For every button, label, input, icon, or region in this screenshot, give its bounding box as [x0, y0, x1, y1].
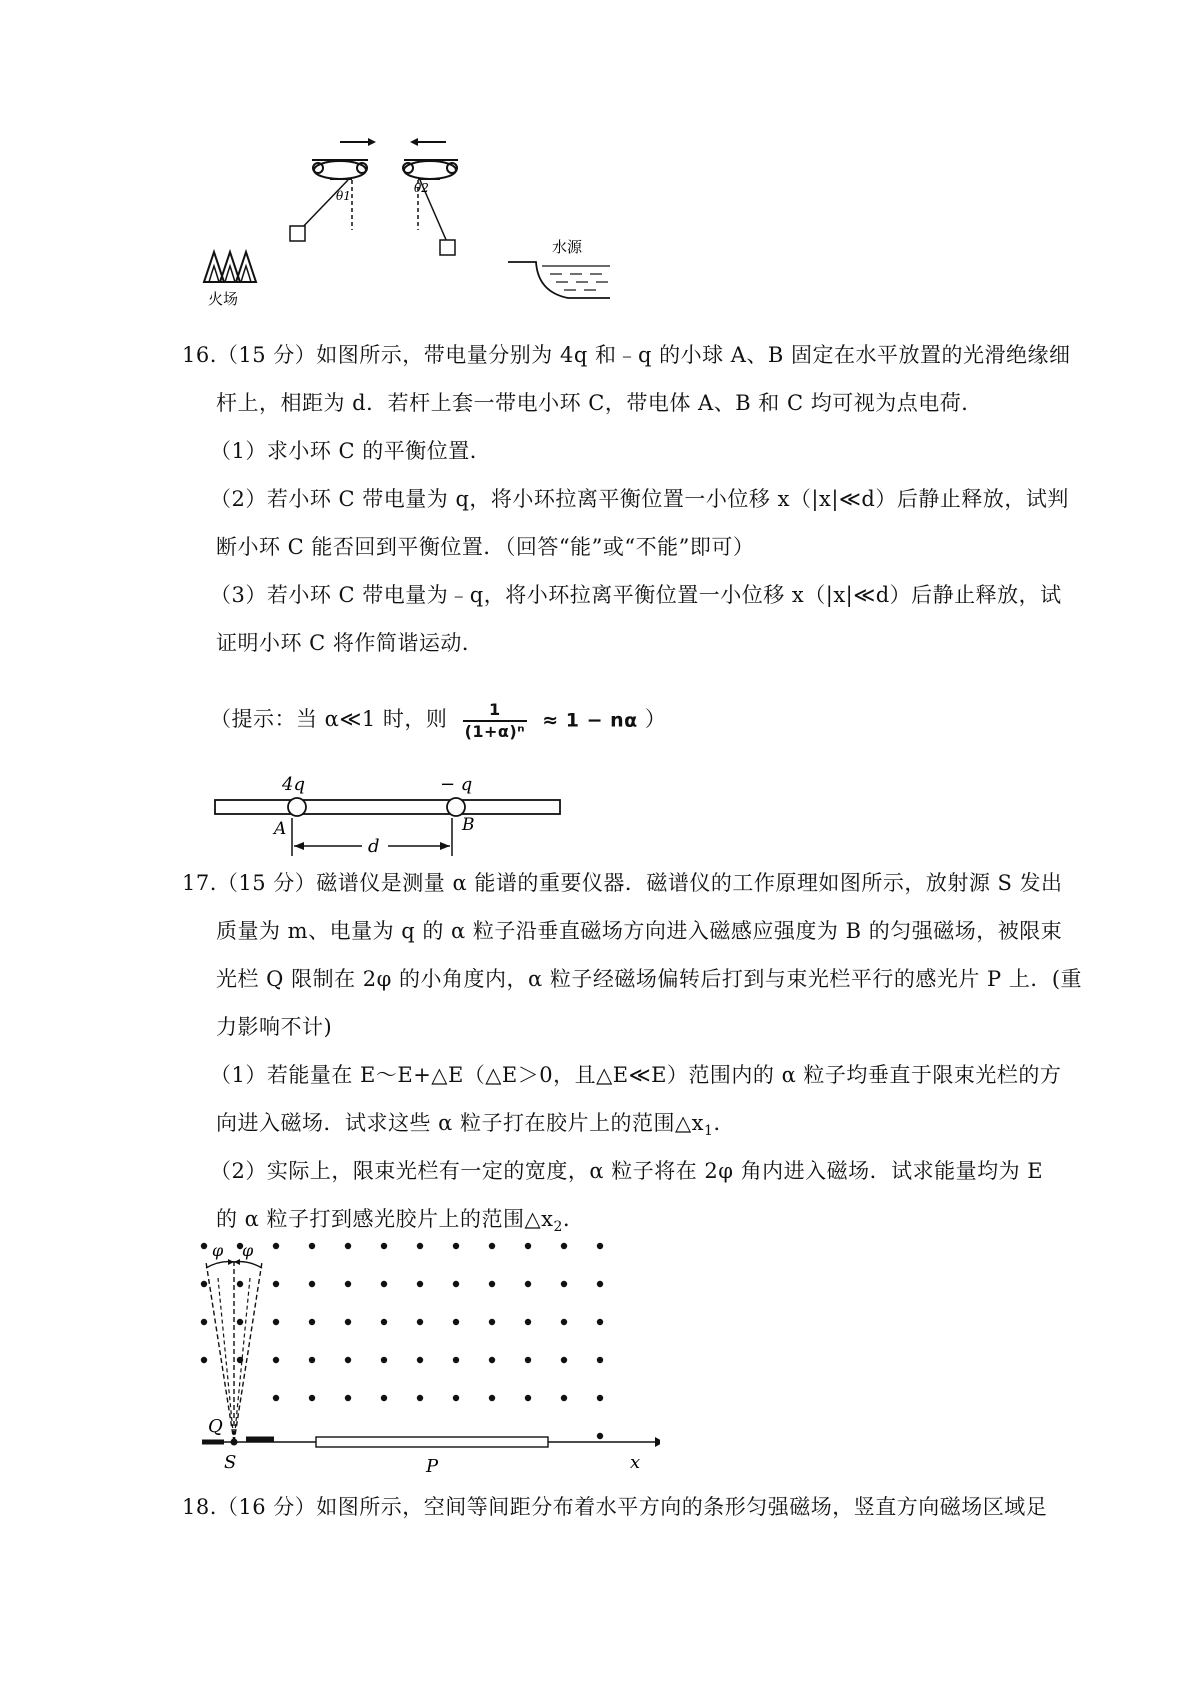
q16-part1: （1）求小环 C 的平衡位置． [210, 439, 492, 463]
field-dot [561, 1319, 567, 1325]
q17-part1-text: 向进入磁场．试求这些 α 粒子打在胶片上的范围△x [216, 1111, 705, 1135]
q17-part2-end: ． [562, 1207, 585, 1231]
magnetic-field-dots [201, 1243, 603, 1439]
x-axis-label: x [630, 1452, 641, 1473]
q16-part2-line-1: （2）若小环 C 带电量为 q，将小环拉离平衡位置一小位移 x（|x|≪d）后静止释放，试判 [210, 487, 1069, 511]
field-dot [597, 1319, 603, 1325]
field-dot [453, 1319, 459, 1325]
field-dot [489, 1357, 495, 1363]
field-dot [273, 1395, 279, 1401]
field-dot [381, 1319, 387, 1325]
q17-part2-text: 的 α 粒子打到感光胶片上的范围△x [216, 1207, 554, 1231]
point-a-label: A [274, 819, 287, 839]
hint-denominator: (1+α)ⁿ [464, 721, 526, 741]
figure-q17 [200, 1240, 660, 1480]
insulating-rod [215, 800, 560, 814]
charge-a-label: 4q [282, 774, 305, 795]
field-dot [273, 1357, 279, 1363]
field-dot [309, 1243, 315, 1249]
theta1-label: θ1 [336, 189, 351, 203]
field-dot [597, 1433, 603, 1439]
charge-b-label: − q [440, 774, 473, 795]
field-dot [345, 1319, 351, 1325]
q17-part1-end: ． [713, 1111, 735, 1135]
field-dot [489, 1395, 495, 1401]
field-dot [597, 1357, 603, 1363]
field-dot [345, 1243, 351, 1249]
q17-line-2: 质量为 m、电量为 q 的 α 粒子沿垂直磁场方向进入磁感应强度为 B 的匀强磁场，被限束 [216, 919, 1063, 943]
field-dot [525, 1243, 531, 1249]
q17-part2-sub: 2 [553, 1219, 563, 1236]
field-dot [201, 1357, 207, 1363]
field-dot [489, 1281, 495, 1287]
field-dot [525, 1395, 531, 1401]
collimator-q-label: Q [208, 1416, 223, 1437]
field-dot [309, 1281, 315, 1287]
figure-q15 [200, 130, 660, 330]
field-dot [597, 1243, 603, 1249]
theta2-label: θ2 [414, 181, 429, 195]
field-dot [381, 1243, 387, 1249]
ball-a [288, 798, 306, 816]
field-dot [345, 1281, 351, 1287]
field-dot [309, 1357, 315, 1363]
field-dot [381, 1281, 387, 1287]
field-dot [525, 1357, 531, 1363]
q16-part3-line-2: 证明小环 C 将作简谐运动． [216, 631, 484, 655]
field-dot [345, 1357, 351, 1363]
q17-part2-line-1: （2）实际上，限束光栏有一定的宽度，α 粒子将在 2φ 角内进入磁场．试求能量均为 E [210, 1159, 1044, 1183]
q17-part1-line-2 [216, 1108, 735, 1146]
field-dot [417, 1243, 423, 1249]
q16-line-1: 16.（15 分）如图所示，带电量分别为 4q 和﹣q 的小球 A、B 固定在水平放置的光滑绝缘细 [182, 343, 1071, 367]
q16-hint [210, 694, 666, 746]
helicopter-2-icon [403, 160, 458, 179]
helicopter-1-icon [312, 160, 368, 179]
field-dot [381, 1395, 387, 1401]
field-dot [237, 1319, 243, 1325]
q17-part2-line-2 [216, 1204, 584, 1242]
field-dot [453, 1395, 459, 1401]
field-dot [381, 1357, 387, 1363]
field-dot [453, 1281, 459, 1287]
field-dot [273, 1243, 279, 1249]
field-dot [561, 1243, 567, 1249]
fire-field-label: 火场 [208, 290, 239, 308]
field-dot [525, 1281, 531, 1287]
fire-icon [204, 252, 256, 282]
source-s-label: S [224, 1452, 237, 1473]
field-dot [561, 1395, 567, 1401]
field-dot [417, 1395, 423, 1401]
q17-line-3: 光栏 Q 限制在 2φ 的小角度内，α 粒子经磁场偏转后打到与束光栏平行的感光片 P 上．(重 [216, 967, 1083, 991]
field-dot [417, 1357, 423, 1363]
load-box-1 [290, 226, 305, 241]
q17-part1-line-1: （1）若能量在 E～E+△E（△E＞0，且△E≪E）范围内的 α 粒子均垂直于限束光栏的方 [210, 1063, 1062, 1087]
q16-part2-line-2: 断小环 C 能否回到平衡位置．（回答“能”或“不能”即可） [216, 535, 755, 559]
q18-line-1: 18.（16 分）如图所示，空间等间距分布着水平方向的条形匀强磁场，竖直方向磁场区域足 [182, 1495, 1048, 1519]
field-dot [561, 1281, 567, 1287]
water-source-label: 水源 [552, 238, 583, 256]
arrow-left-icon [410, 138, 446, 146]
q16-part3-line-1: （3）若小环 C 带电量为﹣q，将小环拉离平衡位置一小位移 x（|x|≪d）后静止释放，试 [210, 583, 1062, 607]
field-dot [561, 1357, 567, 1363]
field-dot [273, 1281, 279, 1287]
field-dot [201, 1243, 207, 1249]
hint-prefix: （提示：当 α≪1 时，则 [210, 707, 448, 731]
field-dot [273, 1319, 279, 1325]
water-basin-icon [508, 262, 610, 298]
field-dot [417, 1319, 423, 1325]
field-dot [201, 1281, 207, 1287]
field-dot [237, 1281, 243, 1287]
point-b-label: B [462, 815, 475, 835]
q17-line-4: 力影响不计) [216, 1015, 333, 1039]
x-axis-arrow-icon [655, 1437, 660, 1447]
field-dot [453, 1357, 459, 1363]
field-dot [597, 1395, 603, 1401]
hint-fraction [463, 700, 527, 742]
field-dot [489, 1319, 495, 1325]
q17-line-1: 17.（15 分）磁谱仪是测量 α 能谱的重要仪器．磁谱仪的工作原理如图所示，放射源 S 发出 [182, 871, 1063, 895]
hint-approximation: ≈ 1 − nα [542, 709, 638, 732]
q16-line-2: 杆上，相距为 d．若杆上套一带电小环 C，带电体 A、B 和 C 均可视为点电荷． [216, 391, 983, 415]
load-box-2 [440, 240, 455, 255]
field-dot [597, 1281, 603, 1287]
hint-suffix: ） [644, 707, 667, 731]
field-dot [489, 1243, 495, 1249]
ball-b [447, 798, 465, 816]
figure-q16 [200, 760, 570, 860]
field-dot [417, 1281, 423, 1287]
distance-d-label: d [368, 836, 380, 857]
q17-part1-sub: 1 [704, 1123, 714, 1140]
photo-film-p [316, 1437, 548, 1447]
field-dot [201, 1319, 207, 1325]
hint-numerator: 1 [463, 700, 527, 722]
phi-right-label: φ [242, 1241, 254, 1260]
field-dot [453, 1243, 459, 1249]
arrow-right-icon [340, 138, 376, 146]
field-dot [309, 1319, 315, 1325]
field-dot [309, 1395, 315, 1401]
field-dot [345, 1395, 351, 1401]
film-p-label: P [426, 1456, 439, 1477]
field-dot [525, 1319, 531, 1325]
phi-left-label: φ [212, 1241, 224, 1260]
